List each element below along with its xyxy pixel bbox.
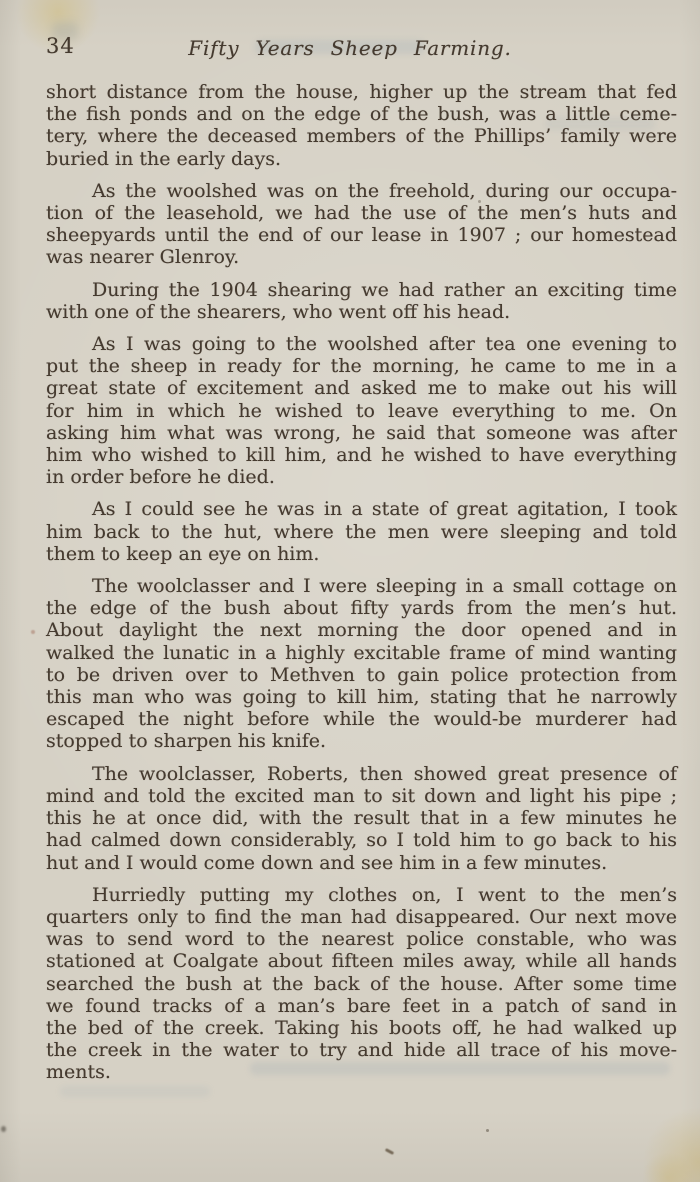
paragraph	[46, 884, 677, 1084]
text-line: As I could see he was in a state of great agitation, I took	[92, 498, 677, 521]
text-line: with one of the shearers, who went off his head.	[46, 300, 511, 323]
text-line: The woolclasser, Roberts, then showed great presence of	[92, 762, 677, 785]
paragraph	[46, 575, 677, 753]
text-line: walked the lunatic in a highly excitable frame of mind wanting	[46, 641, 677, 664]
text-line: stopped to sharpen his knife.	[46, 730, 327, 753]
text-line: escaped the night before while the would-be murderer had	[46, 708, 677, 731]
verso-showthrough-smudge	[60, 1086, 210, 1097]
text-line: the creek in the water to try and hide all trace of his move-	[46, 1039, 677, 1062]
text-line: Hurriedly putting my clothes on, I went to the men’s	[92, 883, 677, 906]
text-line: tery, where the deceased members of the Phillips’ family were	[46, 125, 677, 148]
text-line: asking him what was wrong, he said that someone was after	[46, 421, 677, 444]
text-line: them to keep an eye on him.	[46, 542, 320, 565]
paragraph	[46, 333, 677, 488]
paper-speck	[1, 1126, 6, 1132]
text-line: him who wished to kill him, and he wished to have everything	[46, 444, 677, 467]
text-line: the edge of the bush about fifty yards from the men’s hut.	[46, 597, 677, 620]
text-line: this man who was going to kill him, stating that he narrowly	[46, 686, 677, 709]
text-line: was to send word to the nearest police constable, who was	[46, 928, 677, 951]
text-line: quarters only to find the man had disappeared. Our next move	[46, 905, 677, 928]
text-line: him back to the hut, where the men were sleeping and told	[46, 520, 677, 543]
text-line: for him in which he wished to leave everything to me. On	[46, 399, 677, 422]
paragraph	[46, 180, 677, 269]
text-body	[46, 81, 677, 1084]
text-line: As I was going to the woolshed after tea one evening to	[92, 333, 677, 356]
text-line: the bed of the creek. Taking his boots off, he had walked up	[46, 1016, 677, 1039]
running-title: Fifty Years Sheep Farming.	[188, 36, 512, 60]
text-line: mind and told the excited man to sit down and light his pipe ;	[46, 784, 677, 807]
text-line: buried in the early days.	[46, 147, 282, 170]
text-line: About daylight the next morning the door opened and in	[46, 619, 677, 642]
text-line: sheepyards until the end of our lease in 1907 ; our homestead	[46, 224, 677, 247]
text-line: was nearer Glenroy.	[46, 246, 240, 269]
paper-speck	[486, 1129, 489, 1132]
text-line: to be driven over to Methven to gain police protection from	[46, 663, 677, 686]
text-line: in order before he died.	[46, 466, 275, 489]
text-line: we found tracks of a man’s bare feet in a patch of sand in	[46, 994, 677, 1017]
text-line: tion of the leasehold, we had the use of the men’s huts and	[46, 202, 677, 225]
text-line: short distance from the house, higher up the stream that fed	[46, 81, 677, 103]
text-line: ments.	[46, 1061, 111, 1084]
paragraph	[46, 498, 677, 565]
paragraph	[46, 81, 677, 170]
text-line: this he at once did, with the result that in a few minutes he	[46, 807, 677, 830]
text-line: stationed at Coalgate about fifteen miles away, while all hands	[46, 950, 677, 973]
text-line: hut and I would come down and see him in a few minutes.	[46, 851, 608, 874]
text-line: great state of excitement and asked me to make out his will	[46, 377, 677, 400]
text-line: searched the bush at the back of the house. After some time	[46, 972, 677, 995]
paragraph	[46, 763, 677, 874]
text-line: The woolclasser and I were sleeping in a small cottage on	[92, 575, 677, 598]
text-line: the fish ponds and on the edge of the bush, was a little ceme-	[46, 103, 677, 126]
paper-speck	[385, 1148, 394, 1155]
text-line: As the woolshed was on the freehold, during our occupa-	[92, 179, 677, 202]
text-line: had calmed down considerably, so I told him to go back to his	[46, 829, 677, 852]
text-line: During the 1904 shearing we had rather an exciting time	[92, 278, 677, 301]
paper-speck	[31, 630, 35, 634]
text-line: put the sheep in ready for the morning, he came to me in a	[46, 355, 677, 378]
page-number: 34	[46, 34, 75, 58]
paragraph	[46, 279, 677, 323]
